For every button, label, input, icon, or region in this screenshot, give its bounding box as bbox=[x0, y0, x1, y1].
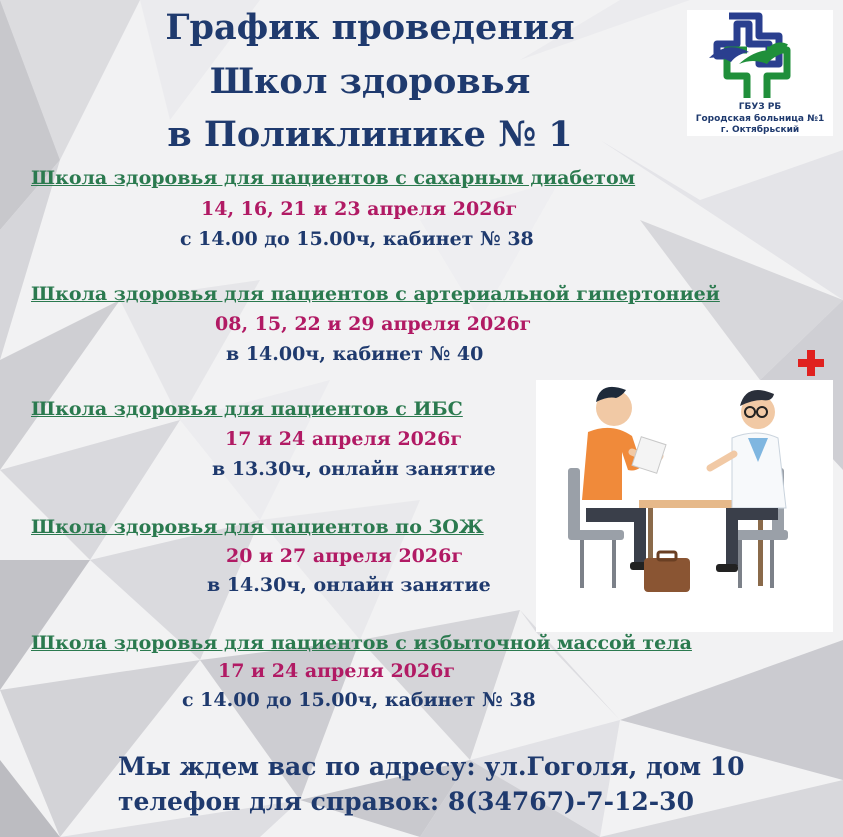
school-dates-diabetes: 14, 16, 21 и 23 апреля 2026г bbox=[201, 198, 518, 220]
footer-phone: телефон для справок: 8(34767)-7-12-30 bbox=[118, 787, 694, 816]
doctor-patient-icon bbox=[536, 380, 833, 632]
school-dates-zozh: 20 и 27 апреля 2026г bbox=[226, 545, 463, 567]
logo-line-1: ГБУЗ РБ bbox=[738, 102, 782, 112]
school-dates-overweight: 17 и 24 апреля 2026г bbox=[218, 660, 455, 682]
school-title-diabetes[interactable]: Школа здоровья для пациентов с сахарным диабетом bbox=[31, 167, 636, 189]
logo-caption bbox=[687, 102, 833, 137]
logo-line-3: г. Октябрьский bbox=[720, 125, 800, 135]
doctor-consultation-illustration bbox=[536, 380, 833, 632]
school-title-zozh[interactable]: Школа здоровья для пациентов по ЗОЖ bbox=[31, 516, 484, 538]
red-cross-icon bbox=[796, 348, 826, 378]
hospital-logo bbox=[687, 10, 833, 136]
school-dates-hypertension: 08, 15, 22 и 29 апреля 2026г bbox=[215, 313, 532, 335]
logo-line-2: Городская больница №1 bbox=[695, 113, 825, 124]
school-time-diabetes: с 14.00 до 15.00ч, кабинет № 38 bbox=[180, 228, 534, 250]
page-title-line-2: Школ здоровья bbox=[209, 61, 531, 102]
page-title-line-3: в Поликлинике № 1 bbox=[167, 114, 573, 155]
school-time-zozh: в 14.30ч, онлайн занятие bbox=[207, 574, 491, 596]
school-time-hypertension: в 14.00ч, кабинет № 40 bbox=[226, 343, 484, 365]
medical-cross-logo-icon bbox=[687, 10, 833, 102]
school-time-ibs: в 13.30ч, онлайн занятие bbox=[212, 458, 496, 480]
page-title-line-1: График проведения bbox=[165, 7, 575, 48]
school-time-overweight: с 14.00 до 15.00ч, кабинет № 38 bbox=[182, 689, 536, 711]
footer-address: Мы ждем вас по адресу: ул.Гоголя, дом 10 bbox=[118, 752, 745, 781]
school-title-overweight[interactable]: Школа здоровья для пациентов с избыточной массой тела bbox=[31, 632, 692, 654]
school-title-hypertension[interactable]: Школа здоровья для пациентов с артериальной гипертонией bbox=[31, 283, 720, 305]
school-title-ibs[interactable]: Школа здоровья для пациентов с ИБС bbox=[31, 398, 463, 420]
school-dates-ibs: 17 и 24 апреля 2026г bbox=[225, 428, 462, 450]
